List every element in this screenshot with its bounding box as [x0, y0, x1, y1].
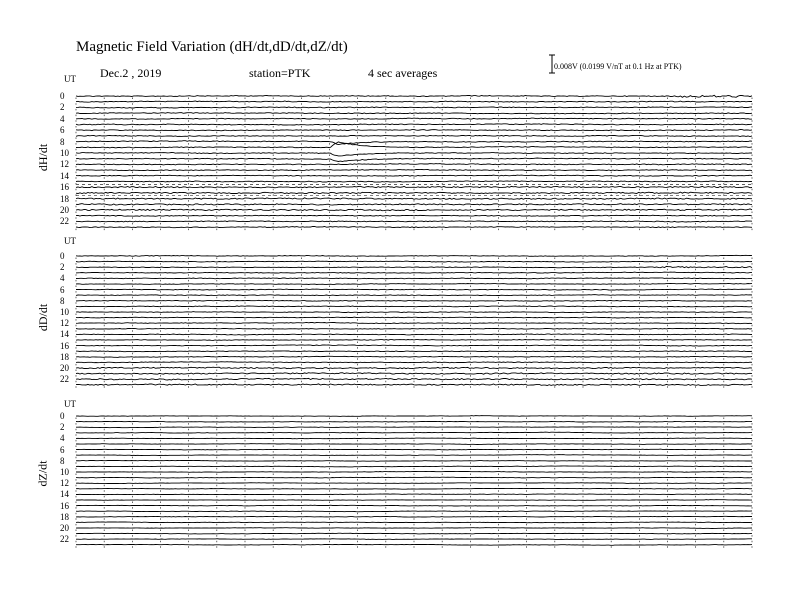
date-label: Dec.2 , 2019: [100, 66, 162, 80]
hour-label: 20: [60, 523, 69, 533]
hour-label: 2: [60, 422, 65, 433]
chart-title: Magnetic Field Variation (dH/dt,dD/dt,dZ/dt): [76, 39, 348, 55]
hour-label: 8: [60, 295, 65, 306]
trace-line: [76, 432, 752, 433]
trace-line: [76, 334, 752, 335]
hour-label: 14: [60, 489, 69, 500]
hour-label: 0: [60, 411, 65, 421]
trace-line: [76, 142, 752, 148]
ut-label-dd: UT: [64, 236, 76, 246]
trace-line: [76, 488, 752, 489]
trace-line: [76, 300, 752, 301]
hour-label: 6: [60, 444, 65, 455]
trace-line: [76, 528, 752, 529]
hour-label: 16: [60, 500, 69, 511]
trace-line: [76, 221, 752, 222]
hour-label: 8: [60, 136, 65, 147]
hour-label: 22: [60, 216, 69, 227]
trace-line: [76, 255, 752, 256]
trace-line: [76, 261, 752, 262]
trace-line: [76, 477, 752, 478]
hour-label: 14: [60, 170, 69, 181]
trace-line: [76, 328, 752, 329]
hour-label: 2: [60, 262, 65, 273]
trace-line: [76, 483, 752, 484]
hour-label: 12: [60, 478, 69, 489]
trace-line: [76, 539, 752, 540]
ylabel-dh: dH/dt: [36, 143, 51, 172]
trace-line: [76, 215, 752, 216]
hour-label: 4: [60, 273, 65, 284]
trace-line: [76, 449, 752, 450]
trace-line: [76, 466, 752, 467]
trace-line: [76, 438, 752, 439]
trace-line: [76, 186, 752, 188]
trace-line: [76, 511, 752, 512]
trace-line: [76, 471, 752, 472]
hour-label: 18: [60, 193, 69, 204]
hour-label: 10: [60, 148, 69, 158]
trace-line: [76, 378, 752, 380]
trace-line: [76, 101, 752, 102]
trace-line: [76, 124, 752, 125]
hour-label: 6: [60, 125, 65, 136]
trace-line: [76, 95, 752, 97]
trace-line: [76, 209, 752, 211]
trace-line: [76, 455, 752, 456]
trace-line: [76, 283, 752, 284]
hour-label: 12: [60, 318, 69, 329]
hour-label: 18: [60, 351, 69, 362]
trace-line: [76, 345, 752, 346]
trace-line: [76, 175, 752, 176]
hour-label: 6: [60, 284, 65, 295]
hour-label: 22: [60, 374, 69, 385]
hour-label: 10: [60, 307, 69, 317]
hour-label: 20: [60, 363, 69, 373]
ut-label-dh: UT: [64, 74, 76, 84]
hour-label: 10: [60, 467, 69, 477]
hour-label: 2: [60, 102, 65, 113]
trace-line: [76, 494, 752, 495]
trace-line: [76, 266, 752, 267]
trace-line: [76, 317, 752, 318]
hour-label: 4: [60, 433, 65, 444]
trace-line: [76, 384, 752, 386]
trace-line: [76, 416, 752, 417]
trace-line: [76, 500, 752, 501]
trace-line: [76, 339, 752, 340]
hour-label: 14: [60, 329, 69, 340]
hour-label: 20: [60, 205, 69, 215]
ut-label-dz: UT: [64, 399, 76, 409]
trace-line: [76, 460, 752, 461]
trace-line: [76, 272, 752, 273]
trace-line: [76, 278, 752, 279]
trace-line: [76, 135, 752, 136]
trace-line: [76, 227, 752, 228]
trace-line: [76, 181, 752, 182]
trace-line: [76, 312, 752, 313]
trace-line: [76, 522, 752, 523]
trace-line: [76, 289, 752, 290]
trace-line: [76, 427, 752, 428]
hour-label: 12: [60, 159, 69, 170]
ylabel-dd: dD/dt: [36, 303, 51, 332]
hour-label: 18: [60, 511, 69, 522]
trace-line: [76, 367, 752, 369]
trace-line: [76, 295, 752, 296]
trace-line: [76, 373, 752, 375]
hour-label: 16: [60, 340, 69, 351]
hour-label: 0: [60, 91, 65, 101]
scale-label: 0.008V (0.0199 V/nT at 0.1 Hz at PTK): [554, 62, 682, 71]
trace-line: [76, 118, 752, 119]
trace-line: [76, 113, 752, 114]
trace-line: [76, 421, 752, 422]
trace-line: [76, 544, 752, 545]
station-label: station=PTK: [249, 66, 311, 80]
trace-line: [76, 444, 752, 445]
trace-line: [76, 130, 752, 131]
trace-line: [76, 356, 752, 357]
trace-line: [76, 505, 752, 506]
trace-line: [76, 306, 752, 307]
trace-line: [76, 322, 752, 323]
trace-line: [76, 351, 752, 352]
trace-line: [76, 164, 752, 165]
trace-line: [76, 170, 752, 171]
trace-line: [76, 204, 752, 206]
trace-line: [76, 192, 752, 194]
trace-line: [76, 533, 752, 534]
trace-line: [76, 107, 752, 108]
trace-line: [76, 516, 752, 517]
ylabel-dz: dZ/dt: [35, 460, 50, 487]
hour-label: 4: [60, 113, 65, 124]
trace-line: [76, 362, 752, 363]
trace-line: [76, 198, 752, 200]
hour-label: 8: [60, 455, 65, 466]
averaging-label: 4 sec averages: [368, 66, 438, 80]
hour-label: 22: [60, 534, 69, 545]
hour-label: 0: [60, 251, 65, 261]
hour-label: 16: [60, 182, 69, 193]
